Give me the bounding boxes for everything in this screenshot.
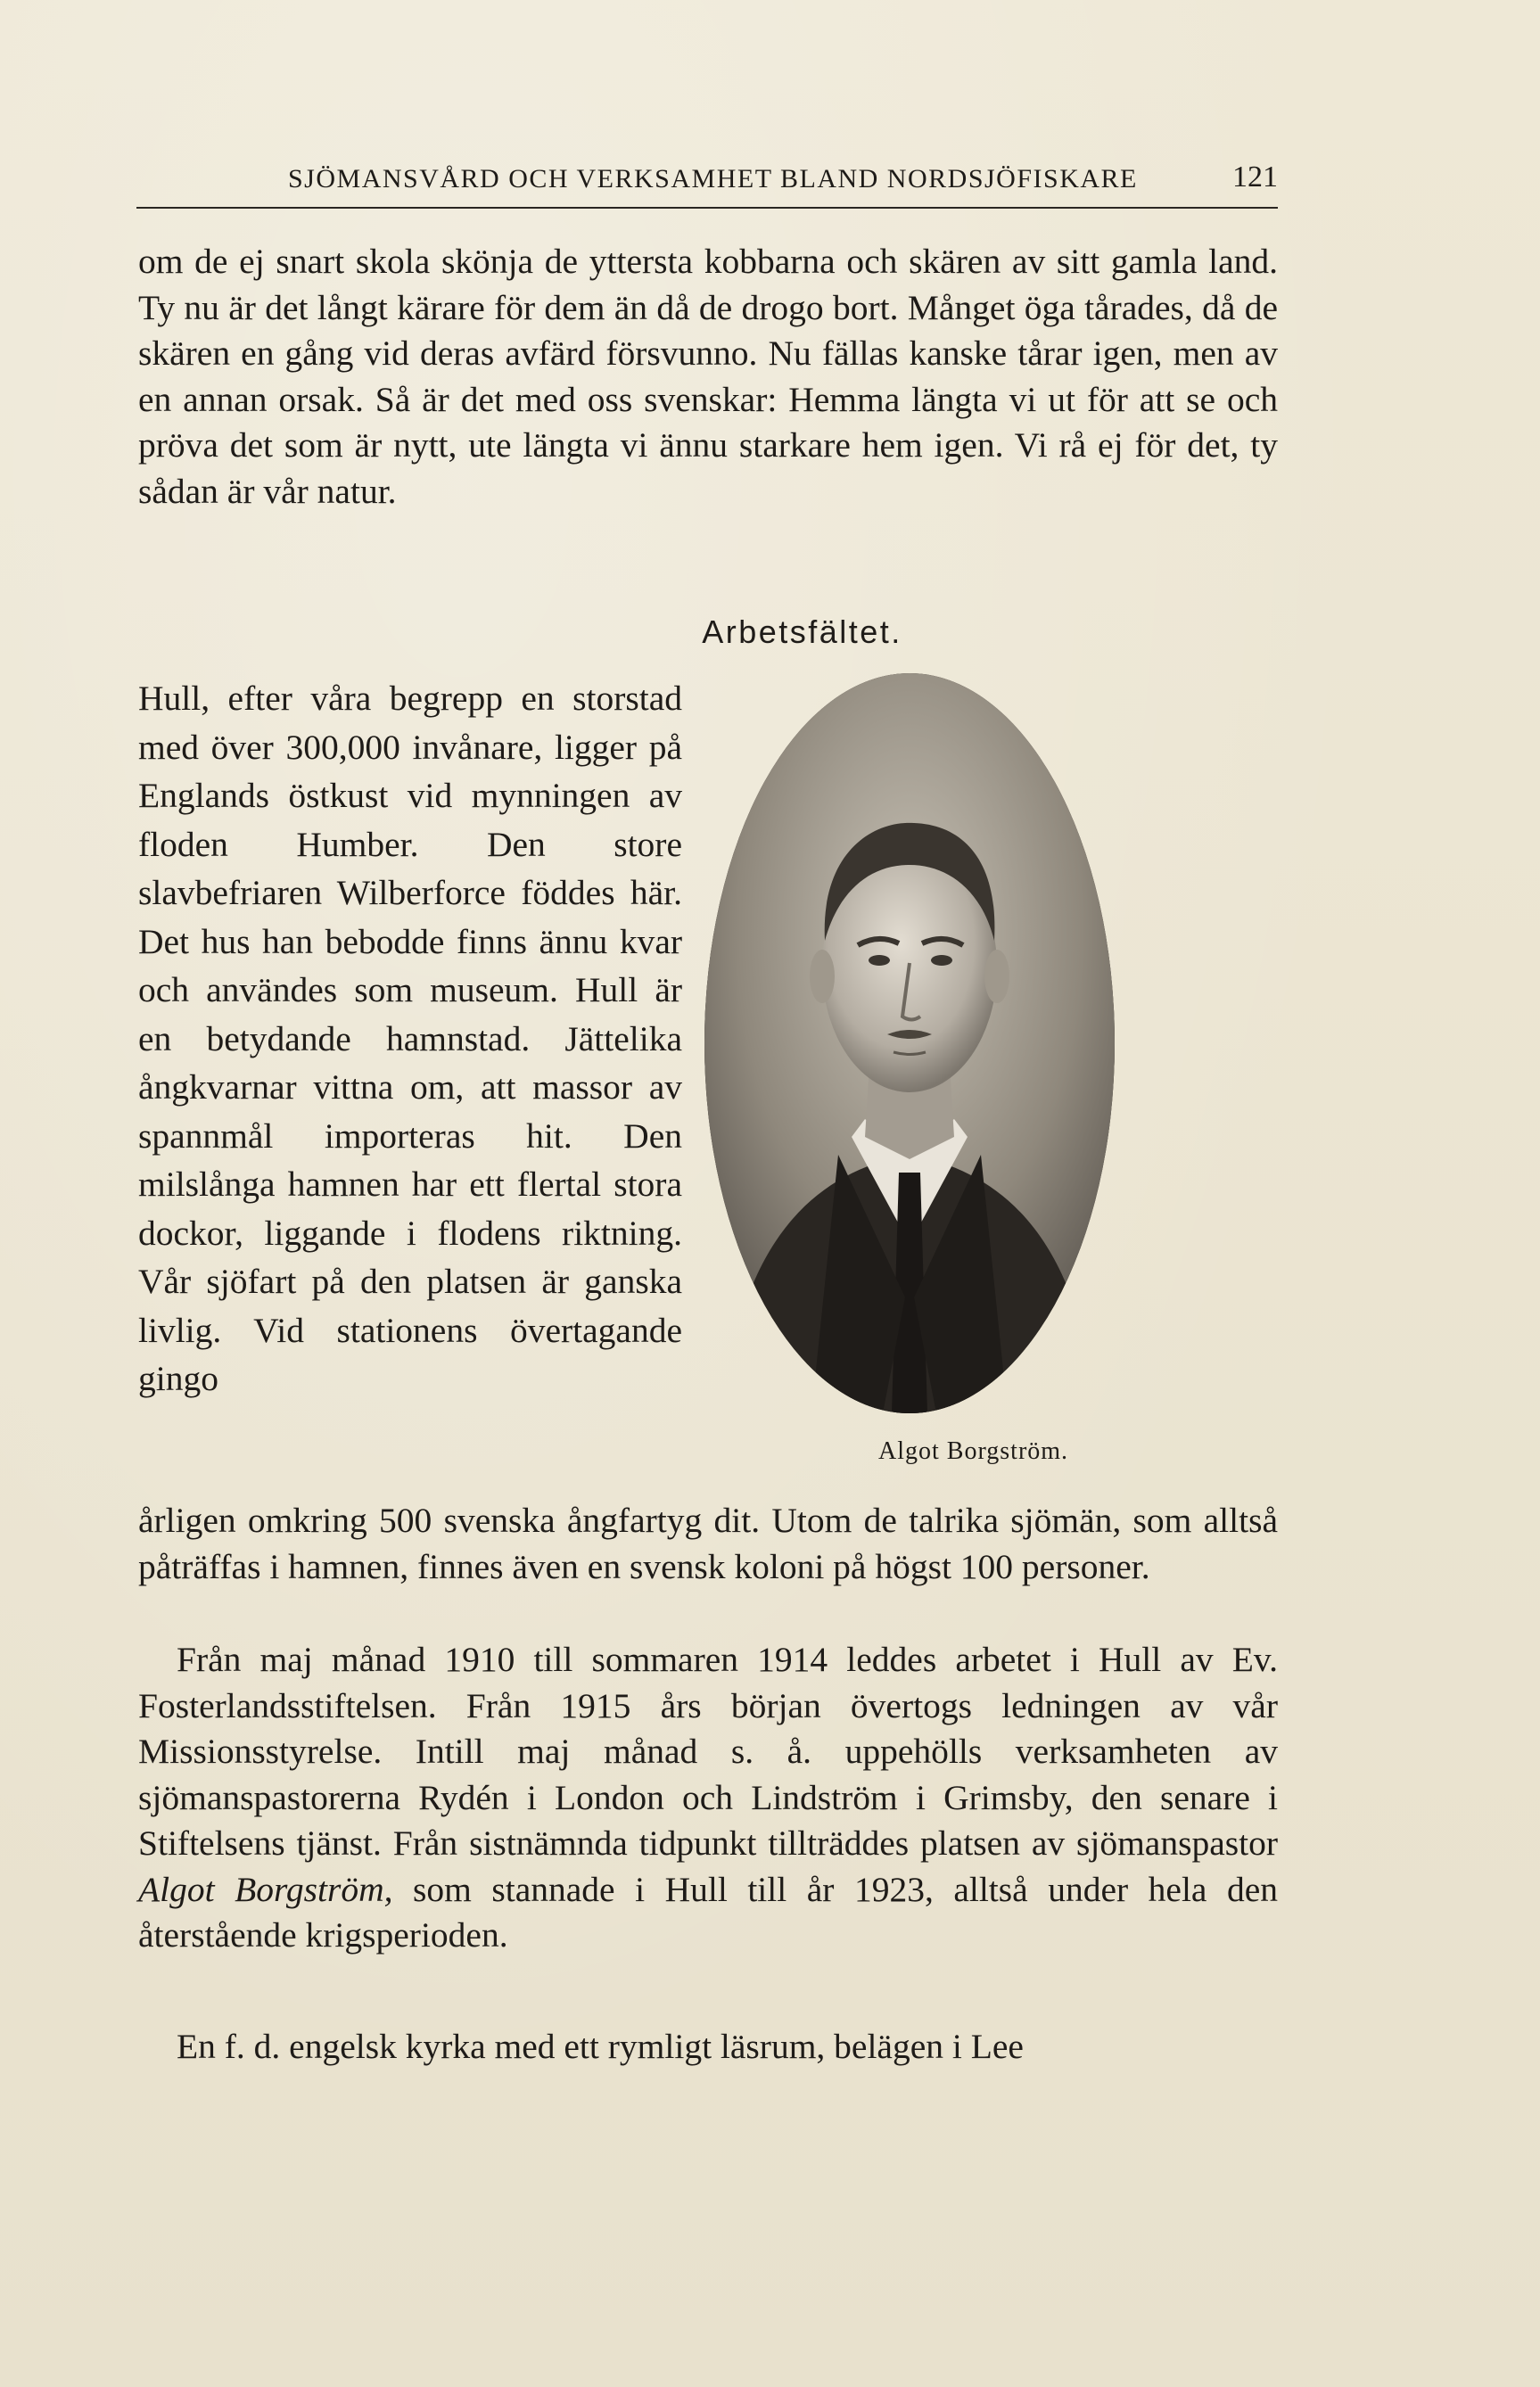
running-header — [136, 157, 1278, 209]
page-number: 121 — [1232, 161, 1278, 193]
portrait-illustration — [704, 673, 1115, 1413]
church-paragraph: En f. d. engelsk kyrka med ett rymligt läsrum, belägen i Lee — [177, 2027, 1024, 2066]
pastor-name: Algot Borgström, — [138, 1869, 393, 1909]
intro-paragraph: om de ej snart skola skönja de yttersta kobbarna och skären av sitt gamla land. Ty nu är det långt kärare för dem än då de drogo bort. Månget öga tårades, då de skären en gång vid deras avfärd försvunno. Nu fällas kanske tårar igen, men av en annan orsak. Så är det med oss svenskar: Hemma längta vi ut för att se och pröva det som är nytt, ute längta vi ännu starkare hem igen. Vi rå ej för det, ty sådan är vår natur. — [138, 242, 1278, 511]
photo-caption: Algot Borgström. — [878, 1437, 1069, 1465]
running-header-title: SJÖMANSVÅRD OCH VERKSAMHET BLAND NORDSJÖFISKARE — [288, 164, 1138, 193]
history-paragraph — [138, 1637, 1278, 1959]
hull-paragraph: Hull, efter våra begrepp en storstad med över 300,000 invånare, ligger på Englands östkust vid mynningen av floden Humber. Den store slavbefriaren Wilberforce föddes här. Det hus han bebodde finns ännu kvar och användes som museum. Hull är en betydande hamnstad. Jättelika ångkvarnar vittna om, att massor av spannmål importeras hit. Den milslånga hamnen har ett flertal stora dockor, liggande i flodens riktning. Vår sjöfart på den platsen är ganska livlig. Vid stationens övertagande gingo — [138, 679, 682, 1398]
portrait-photo — [704, 673, 1115, 1413]
section-heading: Arbetsfältet. — [702, 613, 902, 650]
history-text-before: Från maj månad 1910 till sommaren 1914 leddes arbetet i Hull av Ev. Fosterlandsstiftelsen. Från 1915 års början övertogs ledningen av vår Missionsstyrelse. Intill maj månad s. å. uppehölls verksamheten av sjömanspastorerna Rydén i London och Lindström i Grimsby, den senare i Stiftelsens tjänst. Från sistnämnda tidpunkt tillträddes platsen av sjömanspastor — [138, 1640, 1278, 1863]
hull-paragraph-continued: årligen omkring 500 svenska ångfartyg dit. Utom de talrika sjömän, som alltså påträffas i hamnen, finnes även en svensk koloni på högst 100 personer. — [138, 1501, 1278, 1586]
history-text-after: som stannade i Hull till år 1923, alltså under hela den återstående krigsperioden. — [138, 1869, 1278, 1955]
